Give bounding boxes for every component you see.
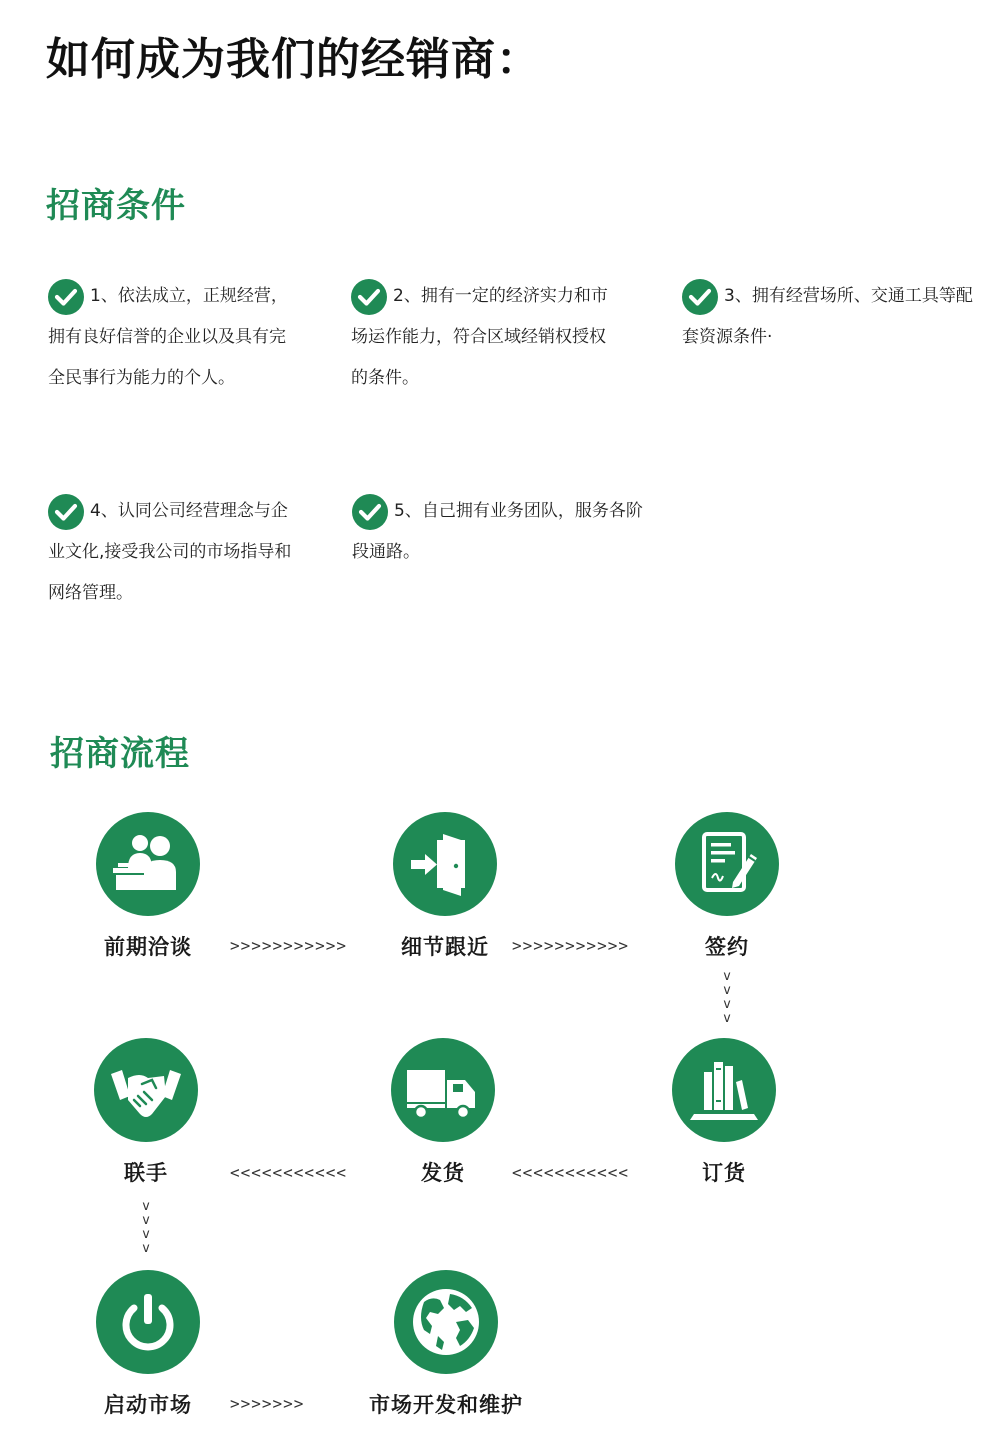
condition-item <box>48 494 298 614</box>
arrow-down: v v v v <box>723 969 731 1026</box>
contract-sign-icon <box>675 812 779 916</box>
door-enter-icon <box>393 812 497 916</box>
arrow-right: >>>>>>>>>>> <box>512 936 629 955</box>
handshake-icon <box>94 1038 198 1142</box>
process-step <box>346 1270 546 1420</box>
books-icon <box>672 1038 776 1142</box>
arrow-right: >>>>>>> <box>230 1394 305 1413</box>
condition-text: 3、拥有经营场所、交通工具等配套资源条件· <box>682 286 973 347</box>
power-icon <box>96 1270 200 1374</box>
condition-item <box>351 279 621 399</box>
check-icon <box>48 279 84 315</box>
step-label: 订货 <box>702 1161 746 1185</box>
condition-text: 5、自己拥有业务团队，服务各阶段通路。 <box>352 501 643 562</box>
process-heading: 招商流程 <box>50 734 190 774</box>
check-icon <box>48 494 84 530</box>
step-label: 前期洽谈 <box>104 935 192 959</box>
arrow-right: >>>>>>>>>>> <box>230 936 347 955</box>
step-label: 发货 <box>421 1161 465 1185</box>
process-step <box>624 1038 824 1188</box>
process-step <box>627 812 827 962</box>
step-label: 签约 <box>705 935 749 959</box>
step-label: 启动市场 <box>104 1393 192 1417</box>
condition-item <box>682 279 982 358</box>
step-label: 市场开发和维护 <box>369 1393 523 1417</box>
arrow-left: <<<<<<<<<<< <box>230 1163 347 1182</box>
condition-text: 4、认同公司经营理念与企业文化,接受我公司的市场指导和网络管理。 <box>48 501 292 603</box>
step-label: 细节跟近 <box>401 935 489 959</box>
condition-text: 2、拥有一定的经济实力和市场运作能力，符合区域经销权授权的条件。 <box>351 286 608 388</box>
check-icon <box>351 279 387 315</box>
process-step <box>46 1038 246 1188</box>
condition-item <box>352 494 652 573</box>
check-icon <box>352 494 388 530</box>
step-label: 联手 <box>124 1161 168 1185</box>
conditions-heading: 招商条件 <box>46 186 186 226</box>
truck-icon <box>391 1038 495 1142</box>
globe-icon <box>394 1270 498 1374</box>
condition-item <box>48 279 298 399</box>
meeting-icon <box>96 812 200 916</box>
page-title: 如何成为我们的经销商： <box>46 34 541 85</box>
process-step <box>48 1270 248 1420</box>
arrow-down: v v v v <box>142 1199 150 1256</box>
arrow-left: <<<<<<<<<<< <box>512 1163 629 1182</box>
process-step <box>48 812 248 962</box>
check-icon <box>682 279 718 315</box>
condition-text: 1、依法成立，正规经营，拥有良好信誉的企业以及具有完全民事行为能力的个人。 <box>48 286 288 388</box>
